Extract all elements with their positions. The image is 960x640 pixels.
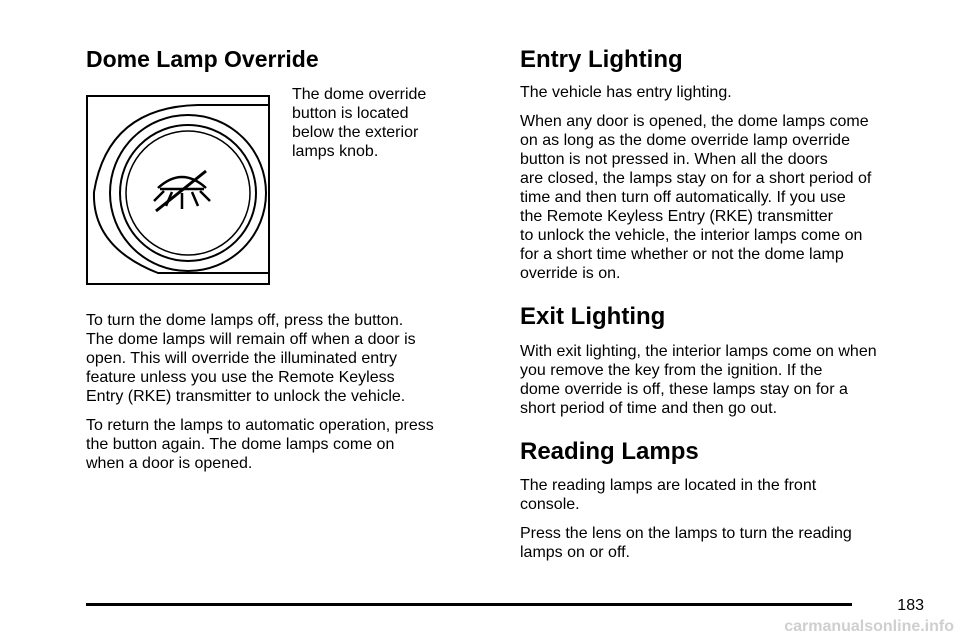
section-heading-entry-lighting: Entry Lighting [520, 46, 683, 73]
reading-lamps-paragraph-2: Press the lens on the lamps to turn the reading lamps on or off. [520, 525, 852, 562]
reading-lamps-paragraph-1: The reading lamps are located in the front console. [520, 477, 817, 514]
dome-lamp-paragraph-2: To return the lamps to automatic operation, press the button again. The dome lamps come on when a door is opened. [86, 417, 434, 473]
entry-lighting-paragraph-2: When any door is opened, the dome lamps come on as long as the dome override lamp override button is not pressed in. When all the doors are closed, the lamps stay on for a short period of time and then turn off automatically. If you use the Remote Keyless Entry (RKE) transmitter to unlock the vehicle, the interior lamps come on for a short time whether or not the dome lamp override is on. [520, 113, 872, 283]
right-column [520, 42, 928, 562]
watermark: carmanualsonline.info [784, 618, 954, 635]
section-heading-dome-lamp-override: Dome Lamp Override [86, 46, 319, 72]
figure-row [86, 85, 476, 295]
entry-lighting-paragraph-1: The vehicle has entry lighting. [520, 84, 732, 102]
dome-lamp-off-icon [154, 171, 210, 211]
section-heading-reading-lamps: Reading Lamps [520, 437, 699, 465]
dome-override-drawing [88, 97, 268, 283]
section-heading-exit-lighting: Exit Lighting [520, 303, 666, 331]
dome-lamp-paragraph-1: To turn the dome lamps off, press the button. The dome lamps will remain off when a door is open. This will override the illuminated entry feature unless you use the Remote Keyless Entry (RKE) transmitter to unlock the vehicle. [86, 312, 416, 406]
figure-caption: The dome override button is located below the exterior lamps knob. [292, 86, 427, 161]
page-number: 183 [897, 597, 924, 614]
dome-override-illustration [86, 95, 270, 285]
footer-rule [86, 603, 852, 606]
left-column [86, 42, 476, 473]
exit-lighting-paragraph: With exit lighting, the interior lamps come on when you remove the key from the ignition. If the dome override is off, these lamps stay on for a short period of time and then go out. [520, 342, 877, 417]
